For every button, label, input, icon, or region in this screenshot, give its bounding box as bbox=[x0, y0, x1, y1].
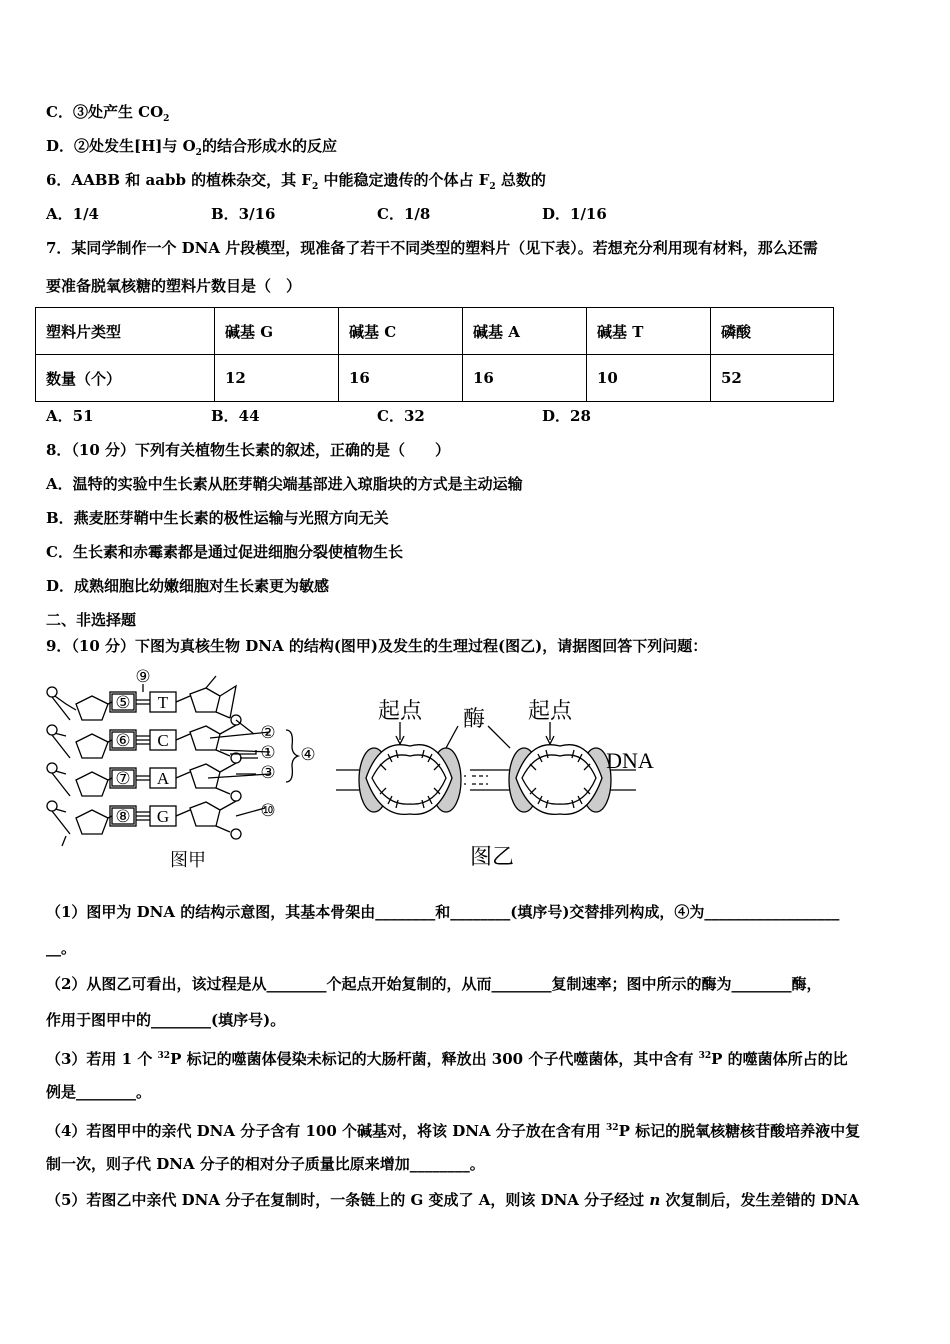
table-header-row bbox=[36, 308, 834, 355]
table-cell: 数量（个） bbox=[36, 355, 215, 402]
section-heading: 二、非选择题 bbox=[46, 611, 137, 629]
label-2: ② bbox=[260, 723, 276, 742]
q9-sub1-line1: （1）图甲为 DNA 的结构示意图，其基本骨架由________和________(填序号)交替排列构成，④为__________________ bbox=[46, 903, 840, 921]
q7-option-d: D．28 bbox=[542, 407, 591, 425]
label-4: ④ bbox=[300, 745, 316, 764]
q7-stem-line2: 要准备脱氧核糖的塑料片数目是（ ） bbox=[46, 277, 302, 295]
base-label: A bbox=[156, 769, 170, 788]
q9-sub2-line1: （2）从图乙可看出，该过程是从________个起点开始复制的，从而________复制速率；图中所示的酶为________酶， bbox=[46, 975, 822, 993]
q5-option-d: D．②处发生[H]与 $O_2$的结合形成水的反应 bbox=[46, 137, 337, 158]
table-cell: 碱基 G bbox=[215, 308, 339, 355]
q9-sub5-line1: （5）若图乙中亲代 DNA 分子在复制时，一条链上的 G 变成了 A，则该 DNA 分子经过 n 次复制后，发生差错的 DNA bbox=[46, 1191, 860, 1209]
figure-jia-caption: 图甲 bbox=[170, 850, 206, 870]
table-cell: 磷酸 bbox=[711, 308, 834, 355]
label-1: ① bbox=[260, 743, 276, 762]
table-cell: 碱基 A bbox=[463, 308, 587, 355]
figure-yi-caption: 图乙 bbox=[469, 844, 515, 869]
table-cell: 塑料片类型 bbox=[36, 308, 215, 355]
dna-diagram bbox=[40, 666, 680, 876]
table-cell: 碱基 C bbox=[339, 308, 463, 355]
q9-stem: 9．（10 分）下图为真核生物 DNA 的结构(图甲)及发生的生理过程(图乙)，请据图回答下列问题： bbox=[46, 637, 708, 655]
base-label: G bbox=[156, 807, 170, 826]
table-row bbox=[36, 355, 834, 402]
q6-option-b: B．3/16 bbox=[211, 205, 276, 223]
q7-stem-line1: 7．某同学制作一个 DNA 片段模型，现准备了若干不同类型的塑料片（见下表）。若想充分利用现有材料，那么还需 bbox=[46, 239, 818, 257]
q9-sub4-line2: 制一次，则子代 DNA 分子的相对分子质量比原来增加________。 bbox=[46, 1155, 485, 1173]
q7-option-c: C．32 bbox=[377, 407, 425, 425]
q7-option-b: B．44 bbox=[211, 407, 260, 425]
q9-sub4-line1: （4）若图甲中的亲代 DNA 分子含有 100 个碱基对，将该 DNA 分子放在含有用 $^{32}$P 标记的脱氧核糖核苷酸培养液中复 bbox=[46, 1122, 861, 1140]
q5-option-c: C．③处产生 $CO_2$ bbox=[46, 103, 170, 124]
table-cell: 12 bbox=[215, 355, 339, 402]
table-cell: 10 bbox=[587, 355, 711, 402]
nucleotide-number-7: ⑦ bbox=[115, 769, 131, 788]
nucleotide-number-8: ⑧ bbox=[115, 807, 131, 826]
dna-structure-labels bbox=[115, 667, 315, 870]
table-cell: 16 bbox=[463, 355, 587, 402]
q9-figure bbox=[40, 666, 680, 880]
origin-label-1: 起点 bbox=[377, 698, 423, 723]
dna-label: DNA bbox=[606, 748, 654, 773]
q8-option-a: A．温特的实验中生长素从胚芽鞘尖端基部进入琼脂块的方式是主动运输 bbox=[46, 475, 523, 493]
replication-figure bbox=[336, 722, 636, 814]
table-cell: 碱基 T bbox=[587, 308, 711, 355]
q8-option-c: C．生长素和赤霉素都是通过促进细胞分裂使植物生长 bbox=[46, 543, 403, 561]
label-9: ⑨ bbox=[135, 667, 151, 686]
label-3: ③ bbox=[260, 763, 276, 782]
q8-option-d: D．成熟细胞比幼嫩细胞对生长素更为敏感 bbox=[46, 577, 330, 595]
q6-option-c: C．1/8 bbox=[377, 205, 431, 223]
origin-label-2: 起点 bbox=[527, 698, 573, 723]
q6-stem: 6．AABB 和 aabb 的植株杂交，其 $F_2$ 中能稳定遗传的个体占 $F_2$ 总数的 bbox=[46, 171, 546, 192]
label-10: ⑩ bbox=[260, 801, 276, 820]
q7-option-a: A．51 bbox=[46, 407, 94, 425]
materials-table bbox=[35, 307, 834, 402]
enzyme-label: 酶 bbox=[462, 706, 486, 731]
table-cell: 16 bbox=[339, 355, 463, 402]
table-cell: 52 bbox=[711, 355, 834, 402]
q9-sub3-line1: （3）若用 1 个 $^{32}$P 标记的噬菌体侵染未标记的大肠杆菌，释放出 300 个子代噬菌体，其中含有 $^{32}$P 的噬菌体所占的比 bbox=[46, 1050, 848, 1068]
base-label: T bbox=[157, 693, 169, 712]
base-label: C bbox=[157, 731, 169, 750]
nucleotide-number-5: ⑤ bbox=[115, 693, 131, 712]
q9-sub1-line2: __。 bbox=[46, 939, 77, 957]
nucleotide-number-6: ⑥ bbox=[115, 731, 131, 750]
q6-option-d: D．1/16 bbox=[542, 205, 607, 223]
q6-option-a: A．1/4 bbox=[46, 205, 99, 223]
q8-option-b: B．燕麦胚芽鞘中生长素的极性运输与光照方向无关 bbox=[46, 509, 389, 527]
q9-sub2-line2: 作用于图甲中的________(填序号)。 bbox=[46, 1011, 286, 1029]
q8-stem: 8．（10 分）下列有关植物生长素的叙述，正确的是（ ） bbox=[46, 441, 451, 459]
q9-sub3-line2: 例是________。 bbox=[46, 1083, 152, 1101]
